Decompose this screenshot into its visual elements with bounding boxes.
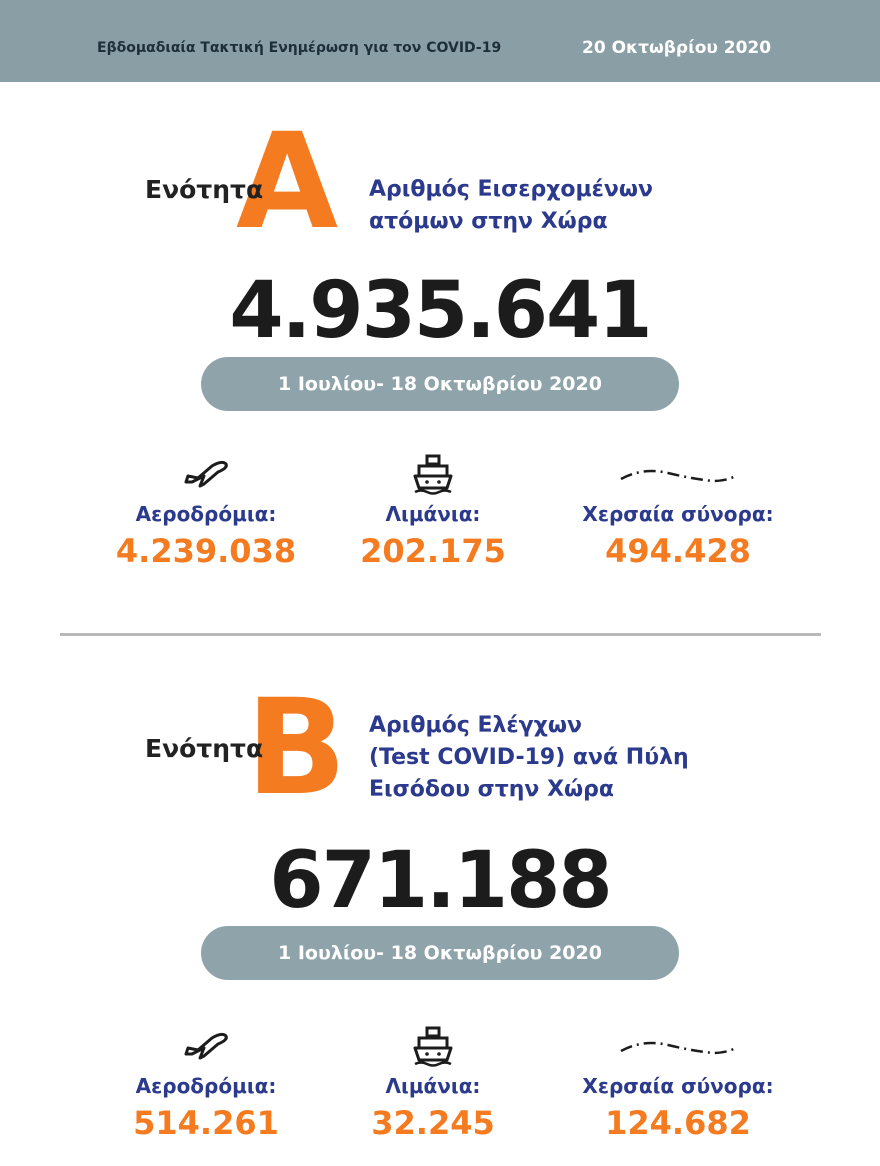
header-date: 20 Οκτωβρίου 2020	[582, 38, 772, 58]
section-b-gate-ports	[308, 1024, 558, 1142]
section-a-heading-line-1: Αριθμός Εισερχομένων	[369, 177, 654, 202]
section-a-total: 4.935.641	[229, 266, 651, 356]
section-a-gate-land-borders	[553, 452, 803, 570]
section-a-gate-ports	[308, 452, 558, 570]
section-b-period: 1 Ιουλίου- 18 Οκτωβρίου 2020	[201, 926, 679, 980]
ship-icon	[308, 452, 558, 496]
section-a-gate-airports	[81, 452, 331, 570]
section-a-letter: A	[236, 105, 339, 259]
airplane-icon	[81, 1024, 331, 1068]
section-b-heading-line-3: Εισόδου στην Χώρα	[369, 777, 615, 802]
section-b-heading-line-1: Αριθμός Ελέγχων	[369, 713, 582, 738]
section-a-heading-line-2: ατόμων στην Χώρα	[369, 209, 608, 234]
section-a-label: Ενότητα	[145, 175, 264, 204]
gate-label: Χερσαία σύνορα:	[582, 502, 774, 526]
section-b-gate-land-borders	[553, 1024, 803, 1142]
gate-value: 4.239.038	[115, 532, 297, 570]
airplane-icon	[81, 452, 331, 496]
ship-icon	[308, 1024, 558, 1068]
gate-label: Αεροδρόμια:	[135, 1074, 277, 1098]
section-b-gate-airports	[81, 1024, 331, 1142]
border-line-icon	[553, 1024, 803, 1068]
gate-value: 32.245	[371, 1104, 495, 1142]
gate-label: Λιμάνια:	[385, 1074, 481, 1098]
gate-label: Λιμάνια:	[385, 502, 481, 526]
section-divider	[60, 633, 821, 636]
section-b-letter: B	[246, 671, 347, 825]
section-b-total: 671.188	[269, 836, 611, 926]
gate-value: 124.682	[605, 1104, 751, 1142]
header-bar	[0, 0, 880, 82]
section-b-heading	[369, 710, 729, 806]
section-a-heading	[369, 174, 729, 238]
gate-value: 494.428	[605, 532, 751, 570]
gate-label: Χερσαία σύνορα:	[582, 1074, 774, 1098]
section-b-label: Ενότητα	[145, 734, 264, 763]
gate-value: 514.261	[133, 1104, 279, 1142]
section-b-heading-line-2: (Test COVID-19) ανά Πύλη	[369, 745, 689, 770]
gate-value: 202.175	[360, 532, 506, 570]
border-line-icon	[553, 452, 803, 496]
section-a-period: 1 Ιουλίου- 18 Οκτωβρίου 2020	[201, 357, 679, 411]
header-title: Εβδομαδιαία Τακτική Ενημέρωση για τον COVID-19	[97, 40, 502, 56]
gate-label: Αεροδρόμια:	[135, 502, 277, 526]
